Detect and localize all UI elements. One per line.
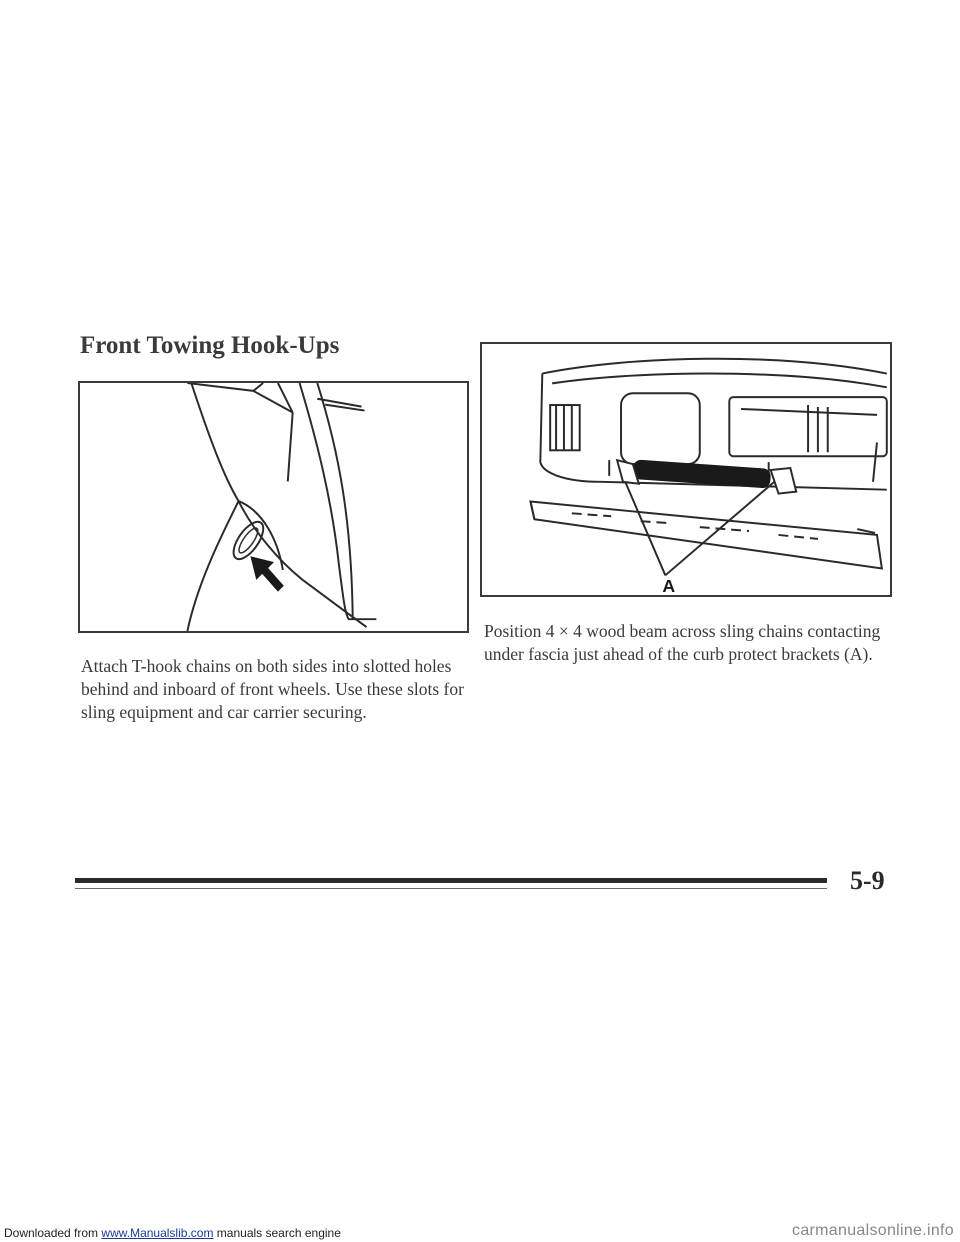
wheel-well-drawing <box>80 383 467 631</box>
download-footer <box>4 1226 341 1240</box>
footer-prefix: Downloaded from <box>4 1226 99 1240</box>
fascia-beam-illustration <box>480 342 892 597</box>
manualslib-link[interactable]: www.Manualslib.com <box>101 1226 214 1240</box>
footer-rule-thick <box>75 878 827 883</box>
section-heading: Front Towing Hook-Ups <box>80 332 340 359</box>
footer-suffix: manuals search engine <box>216 1226 341 1240</box>
watermark-text: carmanualsonline.info <box>792 1222 954 1239</box>
arrow-icon <box>250 556 283 591</box>
page-number: 5-9 <box>850 866 885 895</box>
footer-rule-thin <box>75 888 827 889</box>
wheel-well-illustration <box>78 381 469 633</box>
right-instructions: Position 4 × 4 wood beam across sling chains contacting under fascia just ahead of the curb protect brackets (A). <box>484 621 881 664</box>
callout-label-a: A <box>662 576 676 595</box>
fascia-beam-drawing <box>482 344 890 595</box>
left-instructions: Attach T-hook chains on both sides into slotted holes behind and inboard of front wheels. Use these slots for sling equipment and car carrier securing. <box>81 656 464 722</box>
